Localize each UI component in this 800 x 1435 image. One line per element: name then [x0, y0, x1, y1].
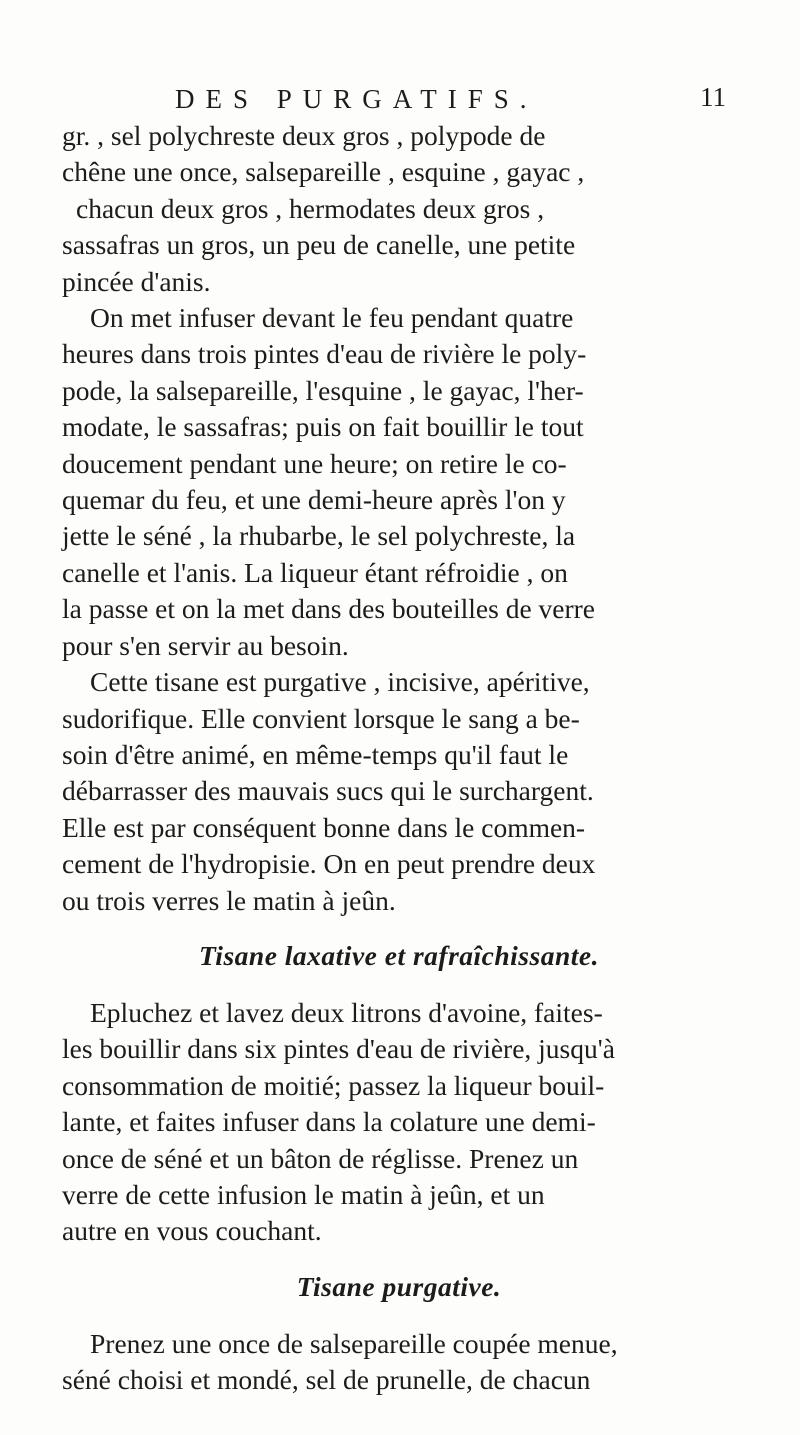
text-line: les bouillir dans six pintes d'eau de rivière, jusqu'à: [62, 1033, 615, 1065]
text-line: soin d'être animé, en même-temps qu'il faut le: [62, 738, 569, 770]
section-heading-purgative: Tisane purgative.: [296, 1270, 502, 1302]
text-line: canelle et l'anis. La liqueur étant réfroidie , on: [62, 556, 568, 588]
running-head: DES PURGATIFS.: [175, 84, 538, 114]
text-line: ou trois verres le matin à jeûn.: [62, 884, 396, 916]
text-line: la passe et on la met dans des bouteilles de verre: [62, 593, 596, 625]
text-line: heures dans trois pintes d'eau de rivière le poly-: [62, 338, 587, 370]
text-line: consommation de moitié; passez la liqueur bouil-: [62, 1069, 605, 1101]
text-line: Epluchez et lavez deux litrons d'avoine, faites-: [90, 996, 603, 1028]
text-line: séné choisi et mondé, sel de prunelle, de chacun: [62, 1364, 591, 1396]
text-line: pode, la salsepareille, l'esquine , le gayac, l'her-: [62, 374, 584, 406]
text-line: On met infuser devant le feu pendant quatre: [90, 302, 574, 334]
text-line: Elle est par conséquent bonne dans le commen-: [62, 811, 586, 843]
text-line: chacun deux gros , hermodates deux gros ,: [76, 192, 545, 224]
text-line: jette le séné , la rhubarbe, le sel polychreste, la: [62, 520, 576, 552]
text-line: Cette tisane est purgative , incisive, apéritive,: [90, 666, 590, 698]
section-heading-laxative: Tisane laxative et rafraîchissante.: [199, 939, 599, 971]
body-text: [62, 118, 736, 1399]
text-line: once de séné et un bâton de réglisse. Prenez un: [62, 1142, 579, 1174]
text-line: modate, le sassafras; puis on fait bouillir le tout: [62, 411, 584, 443]
paragraph-properties: [62, 664, 736, 919]
text-line: verre de cette infusion le matin à jeûn, et un: [62, 1178, 545, 1210]
text-line: quemar du feu, et une demi-heure après l'on y: [62, 484, 566, 516]
paragraph-purgative: [62, 1326, 736, 1399]
text-line: lante, et faites infuser dans la colature une demi-: [62, 1106, 596, 1138]
text-line: cement de l'hydropisie. On en peut prendre deux: [62, 848, 596, 880]
text-line: pincée d'anis.: [62, 265, 211, 297]
paragraph-preparation: [62, 300, 736, 664]
text-line: sassafras un gros, un peu de canelle, une petite: [62, 229, 576, 261]
paragraph-ingredients-end: [62, 118, 736, 300]
text-line: doucement pendant une heure; on retire le co-: [62, 447, 567, 479]
paragraph-laxative: [62, 995, 736, 1250]
text-line: Prenez une once de salsepareille coupée menue,: [90, 1327, 618, 1359]
text-line: autre en vous couchant.: [62, 1215, 322, 1247]
text-line: chêne une once, salsepareille , esquine , gayac ,: [62, 156, 585, 188]
text-line: sudorifique. Elle convient lorsque le sang a be-: [62, 702, 580, 734]
text-line: pour s'en servir au besoin.: [62, 629, 349, 661]
text-line: gr. , sel polychreste deux gros , polypode de: [62, 120, 546, 151]
page-number: 11: [700, 82, 726, 112]
text-line: débarrasser des mauvais sucs qui le surchargent.: [62, 775, 594, 807]
